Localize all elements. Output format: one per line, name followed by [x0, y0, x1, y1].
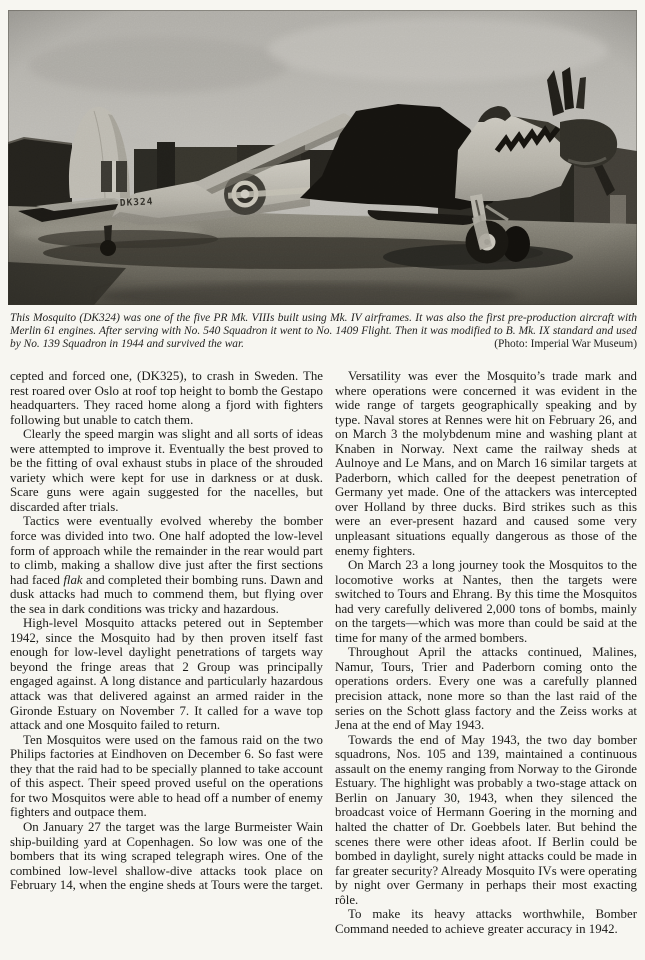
text-segment: Versatility was ever the Mosquito’s trade mark and where operations were concerned it was evident in the wide range of targets geographically speaking and by type. Naval stores at Rennes were hit on February 26, and on March 3 the molybdenum mine and washing plant at Knaben in Norway. Next came the railway sheds at Aulnoye and Le Mans, and on March 16 similar targets at Paderborn, which called for the deepest penetration of Germany yet made. One of the attackers was intercepted over Holland by three ducks. Bird strikes such as this were an ever-present hazard and caused some very unpleasant situations equally dangerous as those of the enemy fighters. — [335, 369, 637, 558]
photo-credit: (Photo: Imperial War Museum) — [494, 338, 637, 351]
text-segment: Tactics were eventually evolved whereby the bomber force was divided into two. One half adopted the low-level form of approach while the remainder in the rear would part to climb, making a shallow dive just after the first sections had faced — [10, 514, 323, 587]
text-segment: On March 23 a long journey took the Mosquitos to the locomotive works at Nantes, then the targets were switched to Tours and Ehrang. By this time the Mosquitos had very carefully delivered 2,000 tons of bombs, mainly on the targets—which was more than could be said at the time for many of the armed bombers. — [335, 558, 637, 645]
photo-caption — [10, 312, 637, 352]
mosquito-photo — [8, 10, 637, 305]
text-segment: High-level Mosquito attacks petered out in September 1942, since the Mosquito had by then proven itself fast enough for low-level daylight penetrations of targets way beyond the fringe areas that 2 Group was principally engaged against. A long distance and particularly hazardous attack was that delivered against an armed raider in the Gironde Estuary on November 7. It called for a wave top attack and one Mosquito failed to return. — [10, 616, 323, 733]
text-segment: Throughout April the attacks continued, Malines, Namur, Tours, Trier and Paderborn coming onto the operations orders. Every one was a carefully planned precision attack, none more so than the last raid of the series on the Schott glass factory and the Zeiss works at Jena at the end of May 1943. — [335, 645, 637, 733]
paragraph — [335, 907, 637, 936]
text-segment: To make its heavy attacks worthwhile, Bomber Command needed to achieve greater accuracy in 1942. — [335, 907, 637, 936]
paragraph — [335, 645, 637, 732]
italic-text: flak — [63, 572, 83, 587]
text-segment: On January 27 the target was the large Burmeister Wain ship-building yard at Copenhagen. So low was one of the bombers that its wing scraped telegraph wires. One of the combined low-level shallow-dive attacks took place on February 14, when the engine sheds at Tours were the target. — [10, 819, 323, 893]
paragraph — [335, 369, 637, 558]
paragraph — [10, 820, 323, 893]
paragraph — [10, 733, 323, 820]
paragraph — [10, 369, 323, 427]
paragraph — [10, 514, 323, 616]
text-segment: and completed their bombing runs. Dawn and dusk attacks had much to commend them, but flying over the sea in dark conditions was tricky and hazardous. — [10, 572, 323, 616]
text-column-left — [10, 369, 323, 936]
photo-vignette — [8, 10, 637, 305]
photo-caption-text: This Mosquito (DK324) was one of the five PR Mk. VIIIs built using Mk. IV airframes. It was also the first pre-production aircraft with Merlin 61 engines. After serving with No. 540 Squadron it went to No. 1409 Flight. Then it was modified to B. Mk. IX standard and used by No. 139 Squadron in 1944 and survived the war. — [10, 312, 637, 351]
text-segment: Ten Mosquitos were used on the famous raid on the two Philips factories at Eindhoven on December 6. So fast were they that the raid had to be specially planned to take account of this aspect. Their speed proved useful on the operations for two Mosquitos were able to head off a number of enemy fighters and outpace them. — [10, 732, 323, 820]
text-segment: Towards the end of May 1943, the two day bomber squadrons, Nos. 105 and 139, maintained a continuous assault on the enemy ranging from Norway to the Gironde Estuary. The highlight was probably a two-stage attack on Berlin on January 30, 1943, when they silenced the broadcast voice of Hermann Goering in the morning and halted the chatter of Dr. Goebbels later. But behind the scenes there were other ideas afoot. If Berlin could be bombed in daylight, surely night attacks could be made in far greater security? Already Mosquito IVs were operating by night over Germany in perhaps their most exacting rôle. — [335, 732, 637, 907]
mosquito-photo-illustration — [8, 10, 637, 305]
text-segment: Clearly the speed margin was slight and all sorts of ideas were attempted to improve it. Eventually the best proved to be the fitting of oval exhaust stubs in place of the shrouded variety which were kept for use in darkness or at dusk. Scare guns were again suggested for the nacelles, but discarded after trials. — [10, 427, 323, 514]
paragraph — [335, 733, 637, 908]
article-body — [10, 369, 637, 936]
paragraph — [10, 616, 323, 732]
text-column-right — [335, 369, 637, 936]
paragraph — [335, 558, 637, 645]
paragraph — [10, 427, 323, 514]
text-segment: cepted and forced one, (DK325), to crash in Sweden. The rest roared over Oslo at roof top height to bomb the Gestapo headquarters. They raced home along a fjord with fighters following but unable to catch them. — [10, 369, 323, 427]
